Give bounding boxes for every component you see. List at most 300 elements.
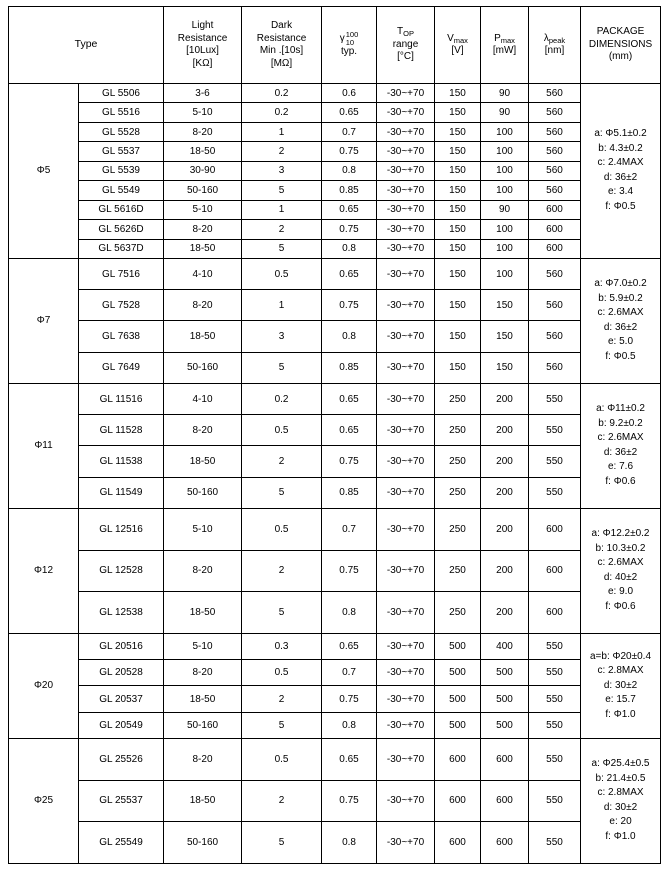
cell-top-range: -30~+70 [377, 592, 435, 634]
table-row [9, 290, 661, 321]
table-row [9, 352, 661, 383]
table-row [9, 712, 661, 738]
cell-vmax: 150 [435, 142, 481, 161]
cell-gamma: 0.7 [322, 508, 377, 550]
header-package-dimensions [581, 7, 661, 84]
header-dark-line-3: Min .[10s] [259, 45, 304, 56]
cell-pmax: 90 [481, 103, 529, 122]
cell-lambda-peak: 560 [529, 181, 581, 200]
cell-type: GL 5539 [79, 161, 164, 180]
cell-dark-resistance: 0.5 [242, 258, 322, 289]
package-dimension-line: c: 2.4MAX [597, 157, 644, 169]
cell-gamma: 0.65 [322, 200, 377, 219]
cell-light-resistance: 4-10 [164, 258, 242, 289]
package-dimension-line: f: Φ0.5 [605, 350, 636, 362]
cell-dark-resistance: 5 [242, 181, 322, 200]
cell-type: GL 20516 [79, 633, 164, 659]
cell-gamma: 0.85 [322, 181, 377, 200]
cell-lambda-peak: 600 [529, 550, 581, 592]
cell-vmax: 250 [435, 383, 481, 414]
package-dimension-line: d: 30±2 [603, 801, 638, 813]
header-gamma-sup: 100 [345, 30, 359, 40]
cell-type: GL 20537 [79, 686, 164, 712]
cell-gamma: 0.85 [322, 352, 377, 383]
cell-vmax: 600 [435, 780, 481, 822]
cell-dark-resistance: 5 [242, 239, 322, 258]
header-lambda-symbol-line [531, 33, 578, 46]
cell-vmax: 250 [435, 508, 481, 550]
cell-dark-resistance: 3 [242, 161, 322, 180]
cell-dark-resistance: 2 [242, 686, 322, 712]
cell-pmax: 200 [481, 446, 529, 477]
header-light-line-4: [KΩ] [192, 57, 213, 69]
cell-gamma: 0.65 [322, 415, 377, 446]
cell-lambda-peak: 560 [529, 84, 581, 103]
header-package-line-1: PACKAGE [596, 26, 645, 38]
cell-top-range: -30~+70 [377, 446, 435, 477]
group-diameter-cell: Φ12 [9, 508, 79, 633]
header-gamma [322, 7, 377, 84]
cell-gamma: 0.8 [322, 822, 377, 864]
package-dimension-line: b: 21.4±0.5 [595, 772, 646, 784]
cell-vmax: 150 [435, 290, 481, 321]
cell-lambda-peak: 550 [529, 738, 581, 780]
cell-type: GL 12538 [79, 592, 164, 634]
header-gamma-symbol-line [324, 31, 374, 46]
package-dimensions-cell [581, 508, 661, 633]
table-row [9, 550, 661, 592]
cell-vmax: 150 [435, 258, 481, 289]
header-pmax-subscript: max [500, 35, 515, 45]
package-dimension-line: f: Φ0.6 [605, 600, 636, 612]
cell-gamma: 0.65 [322, 103, 377, 122]
cell-pmax: 100 [481, 142, 529, 161]
cell-gamma: 0.6 [322, 84, 377, 103]
cell-vmax: 150 [435, 200, 481, 219]
table-row [9, 142, 661, 161]
cell-pmax: 100 [481, 122, 529, 141]
cell-type: GL 25526 [79, 738, 164, 780]
cell-pmax: 600 [481, 780, 529, 822]
header-gamma-typ: typ. [340, 46, 358, 58]
cell-lambda-peak: 550 [529, 660, 581, 686]
header-vmax-unit: [V] [451, 45, 464, 56]
cell-lambda-peak: 600 [529, 592, 581, 634]
cell-lambda-peak: 550 [529, 780, 581, 822]
cell-top-range: -30~+70 [377, 258, 435, 289]
cell-type: GL 5626D [79, 220, 164, 239]
cell-light-resistance: 50-160 [164, 822, 242, 864]
package-dimension-line: d: 36±2 [603, 446, 638, 458]
header-vmax [435, 7, 481, 84]
cell-light-resistance: 50-160 [164, 352, 242, 383]
cell-pmax: 100 [481, 220, 529, 239]
cell-top-range: -30~+70 [377, 103, 435, 122]
package-dimension-line: a: Φ25.4±0.5 [591, 758, 650, 770]
cell-pmax: 600 [481, 738, 529, 780]
header-light-line-1: Light [191, 20, 214, 31]
package-dimension-line: b: 10.3±0.2 [595, 542, 646, 554]
cell-type: GL 25549 [79, 822, 164, 864]
package-dimensions-cell [581, 84, 661, 259]
cell-gamma: 0.75 [322, 142, 377, 161]
cell-lambda-peak: 560 [529, 122, 581, 141]
group-diameter-cell: Φ25 [9, 738, 79, 863]
cell-light-resistance: 50-160 [164, 712, 242, 738]
table-row [9, 508, 661, 550]
group-diameter-cell: Φ20 [9, 633, 79, 738]
cell-lambda-peak: 550 [529, 446, 581, 477]
cell-pmax: 200 [481, 592, 529, 634]
cell-lambda-peak: 560 [529, 321, 581, 352]
cell-type: GL 12516 [79, 508, 164, 550]
group-diameter-cell: Φ11 [9, 383, 79, 508]
cell-top-range: -30~+70 [377, 822, 435, 864]
cell-type: GL 5637D [79, 239, 164, 258]
cell-pmax: 400 [481, 633, 529, 659]
cell-gamma: 0.85 [322, 477, 377, 508]
package-dimension-line: b: 9.2±0.2 [598, 417, 643, 429]
cell-top-range: -30~+70 [377, 477, 435, 508]
cell-light-resistance: 5-10 [164, 200, 242, 219]
header-gamma-fraction [346, 31, 359, 46]
cell-vmax: 250 [435, 446, 481, 477]
cell-gamma: 0.75 [322, 220, 377, 239]
package-dimension-line: b: 5.9±0.2 [598, 292, 643, 304]
header-gamma-sub: 10 [345, 37, 355, 47]
cell-type: GL 5537 [79, 142, 164, 161]
package-dimension-line: c: 2.6MAX [597, 432, 644, 444]
cell-type: GL 5616D [79, 200, 164, 219]
cell-top-range: -30~+70 [377, 633, 435, 659]
cell-light-resistance: 50-160 [164, 181, 242, 200]
cell-dark-resistance: 5 [242, 592, 322, 634]
table-row [9, 780, 661, 822]
cell-vmax: 150 [435, 239, 481, 258]
header-top-symbol: T [397, 26, 404, 38]
cell-vmax: 150 [435, 122, 481, 141]
cell-gamma: 0.8 [322, 712, 377, 738]
header-lambda-peak [529, 7, 581, 84]
table-row [9, 181, 661, 200]
package-dimensions-cell [581, 738, 661, 863]
cell-light-resistance: 3-6 [164, 84, 242, 103]
cell-top-range: -30~+70 [377, 239, 435, 258]
cell-dark-resistance: 0.5 [242, 415, 322, 446]
cell-type: GL 11549 [79, 477, 164, 508]
package-dimension-line: d: 36±2 [603, 321, 638, 333]
cell-pmax: 90 [481, 200, 529, 219]
cell-type: GL 11516 [79, 383, 164, 414]
header-row [9, 7, 661, 84]
cell-light-resistance: 5-10 [164, 633, 242, 659]
table-row [9, 383, 661, 414]
cell-type: GL 5516 [79, 103, 164, 122]
cell-vmax: 150 [435, 220, 481, 239]
header-lambda-symbol: λ [543, 32, 549, 44]
cell-lambda-peak: 560 [529, 258, 581, 289]
package-dimension-line: e: 15.7 [605, 694, 636, 706]
table-header [9, 7, 661, 84]
cell-gamma: 0.75 [322, 290, 377, 321]
cell-dark-resistance: 3 [242, 321, 322, 352]
cell-dark-resistance: 5 [242, 477, 322, 508]
package-dimensions-cell [581, 383, 661, 508]
table-row [9, 84, 661, 103]
cell-dark-resistance: 2 [242, 780, 322, 822]
cell-light-resistance: 18-50 [164, 592, 242, 634]
cell-light-resistance: 8-20 [164, 660, 242, 686]
table-row [9, 686, 661, 712]
cell-light-resistance: 4-10 [164, 383, 242, 414]
table-row [9, 592, 661, 634]
cell-lambda-peak: 560 [529, 290, 581, 321]
cell-top-range: -30~+70 [377, 383, 435, 414]
cell-pmax: 200 [481, 383, 529, 414]
header-dark-line-4: [MΩ] [270, 57, 293, 69]
table-row [9, 200, 661, 219]
cell-dark-resistance: 2 [242, 446, 322, 477]
cell-light-resistance: 18-50 [164, 446, 242, 477]
package-dimension-line: e: 5.0 [608, 336, 634, 348]
cell-type: GL 20549 [79, 712, 164, 738]
cell-pmax: 200 [481, 508, 529, 550]
cell-dark-resistance: 0.5 [242, 508, 322, 550]
header-gamma-symbol: γ [339, 33, 345, 45]
table-row [9, 321, 661, 352]
cell-type: GL 7638 [79, 321, 164, 352]
cell-lambda-peak: 600 [529, 239, 581, 258]
cell-light-resistance: 8-20 [164, 122, 242, 141]
cell-vmax: 500 [435, 633, 481, 659]
package-dimension-line: a: Φ11±0.2 [596, 403, 645, 415]
package-dimension-line: f: Φ1.0 [605, 830, 636, 842]
header-vmax-subscript: max [453, 35, 468, 45]
table-row [9, 822, 661, 864]
cell-top-range: -30~+70 [377, 142, 435, 161]
package-dimension-line: c: 2.6MAX [597, 557, 644, 569]
package-dimension-line: e: 9.0 [608, 586, 634, 598]
cell-vmax: 250 [435, 592, 481, 634]
table-row [9, 633, 661, 659]
cell-dark-resistance: 2 [242, 220, 322, 239]
cell-type: GL 7649 [79, 352, 164, 383]
cell-vmax: 150 [435, 352, 481, 383]
package-dimension-line: d: 40±2 [603, 571, 638, 583]
cell-vmax: 600 [435, 738, 481, 780]
cell-lambda-peak: 550 [529, 686, 581, 712]
cell-pmax: 600 [481, 822, 529, 864]
table-row [9, 477, 661, 508]
cell-dark-resistance: 0.5 [242, 738, 322, 780]
header-pmax-symbol: P [494, 32, 501, 44]
cell-type: GL 25537 [79, 780, 164, 822]
cell-lambda-peak: 600 [529, 220, 581, 239]
table-row [9, 239, 661, 258]
cell-top-range: -30~+70 [377, 352, 435, 383]
header-vmax-symbol: V [447, 32, 454, 44]
cell-top-range: -30~+70 [377, 200, 435, 219]
package-dimension-line: c: 2.8MAX [597, 665, 644, 677]
package-dimension-line: e: 20 [609, 816, 632, 828]
cell-top-range: -30~+70 [377, 321, 435, 352]
cell-top-range: -30~+70 [377, 220, 435, 239]
cell-gamma: 0.8 [322, 239, 377, 258]
table-row [9, 220, 661, 239]
cell-type: GL 20528 [79, 660, 164, 686]
package-dimension-line: d: 30±2 [603, 679, 638, 691]
cell-lambda-peak: 560 [529, 142, 581, 161]
table-row [9, 161, 661, 180]
package-dimension-line: c: 2.8MAX [597, 787, 644, 799]
cell-light-resistance: 8-20 [164, 220, 242, 239]
group-diameter-cell: Φ5 [9, 84, 79, 259]
cell-lambda-peak: 560 [529, 103, 581, 122]
header-dark-line-2: Resistance [256, 32, 307, 44]
cell-dark-resistance: 1 [242, 290, 322, 321]
cell-dark-resistance: 0.5 [242, 660, 322, 686]
package-dimension-line: a=b: Φ20±0.4 [590, 650, 652, 662]
cell-light-resistance: 30-90 [164, 161, 242, 180]
cell-vmax: 150 [435, 321, 481, 352]
cell-vmax: 250 [435, 550, 481, 592]
package-dimension-line: e: 7.6 [608, 461, 634, 473]
package-dimension-line: c: 2.6MAX [597, 307, 644, 319]
cell-light-resistance: 5-10 [164, 103, 242, 122]
cell-gamma: 0.65 [322, 738, 377, 780]
cell-top-range: -30~+70 [377, 161, 435, 180]
cell-top-range: -30~+70 [377, 290, 435, 321]
package-dimension-line: a: Φ12.2±0.2 [591, 528, 650, 540]
table-row [9, 122, 661, 141]
cell-dark-resistance: 2 [242, 142, 322, 161]
table-row [9, 660, 661, 686]
cell-light-resistance: 5-10 [164, 508, 242, 550]
cell-light-resistance: 18-50 [164, 321, 242, 352]
cell-gamma: 0.75 [322, 780, 377, 822]
cell-type: GL 5506 [79, 84, 164, 103]
cell-pmax: 100 [481, 258, 529, 289]
cell-pmax: 200 [481, 550, 529, 592]
photoresistor-spec-table [8, 6, 661, 864]
cell-dark-resistance: 0.3 [242, 633, 322, 659]
cell-dark-resistance: 0.2 [242, 103, 322, 122]
cell-light-resistance: 18-50 [164, 686, 242, 712]
cell-light-resistance: 50-160 [164, 477, 242, 508]
cell-dark-resistance: 0.2 [242, 84, 322, 103]
cell-pmax: 90 [481, 84, 529, 103]
cell-light-resistance: 8-20 [164, 290, 242, 321]
cell-top-range: -30~+70 [377, 415, 435, 446]
package-dimension-line: f: Φ0.5 [605, 200, 636, 212]
cell-gamma: 0.65 [322, 383, 377, 414]
package-dimension-line: e: 3.4 [608, 186, 634, 198]
header-top-range-word: range [392, 38, 419, 50]
cell-lambda-peak: 550 [529, 477, 581, 508]
cell-top-range: -30~+70 [377, 738, 435, 780]
cell-dark-resistance: 5 [242, 822, 322, 864]
cell-lambda-peak: 560 [529, 352, 581, 383]
cell-top-range: -30~+70 [377, 780, 435, 822]
table-row [9, 446, 661, 477]
header-pmax-unit: [mW] [492, 45, 517, 56]
header-type: Type [9, 7, 164, 84]
cell-gamma: 0.8 [322, 321, 377, 352]
cell-top-range: -30~+70 [377, 122, 435, 141]
table-row [9, 738, 661, 780]
package-dimension-line: b: 4.3±0.2 [598, 142, 643, 154]
header-package-line-3: (mm) [608, 51, 633, 63]
header-lambda-subscript: peak [548, 35, 566, 45]
cell-top-range: -30~+70 [377, 550, 435, 592]
cell-vmax: 500 [435, 660, 481, 686]
cell-pmax: 100 [481, 239, 529, 258]
cell-top-range: -30~+70 [377, 508, 435, 550]
header-light-line-3: [10Lux] [186, 45, 219, 56]
cell-light-resistance: 18-50 [164, 142, 242, 161]
cell-gamma: 0.8 [322, 161, 377, 180]
cell-vmax: 150 [435, 103, 481, 122]
cell-pmax: 100 [481, 161, 529, 180]
package-dimension-line: f: Φ0.6 [605, 475, 636, 487]
package-dimensions-cell [581, 258, 661, 383]
group-diameter-cell: Φ7 [9, 258, 79, 383]
header-pmax-symbol-line [483, 33, 526, 46]
cell-pmax: 500 [481, 712, 529, 738]
cell-pmax: 200 [481, 477, 529, 508]
package-dimension-line: f: Φ1.0 [605, 708, 636, 720]
cell-dark-resistance: 0.2 [242, 383, 322, 414]
cell-type: GL 12528 [79, 550, 164, 592]
header-top-range [377, 7, 435, 84]
header-pmax [481, 7, 529, 84]
cell-top-range: -30~+70 [377, 686, 435, 712]
cell-light-resistance: 8-20 [164, 415, 242, 446]
cell-vmax: 250 [435, 415, 481, 446]
header-light-line-2: Resistance [177, 32, 228, 44]
cell-pmax: 150 [481, 352, 529, 383]
table-body [9, 84, 661, 864]
cell-lambda-peak: 560 [529, 161, 581, 180]
cell-vmax: 500 [435, 712, 481, 738]
package-dimension-line: d: 36±2 [603, 171, 638, 183]
cell-gamma: 0.8 [322, 592, 377, 634]
cell-light-resistance: 18-50 [164, 239, 242, 258]
cell-pmax: 150 [481, 321, 529, 352]
cell-gamma: 0.75 [322, 550, 377, 592]
cell-dark-resistance: 5 [242, 712, 322, 738]
cell-lambda-peak: 550 [529, 415, 581, 446]
cell-lambda-peak: 550 [529, 712, 581, 738]
table-row [9, 258, 661, 289]
cell-top-range: -30~+70 [377, 712, 435, 738]
cell-pmax: 100 [481, 181, 529, 200]
cell-vmax: 600 [435, 822, 481, 864]
cell-lambda-peak: 550 [529, 383, 581, 414]
cell-gamma: 0.65 [322, 258, 377, 289]
cell-type: GL 7516 [79, 258, 164, 289]
cell-dark-resistance: 1 [242, 122, 322, 141]
cell-vmax: 150 [435, 181, 481, 200]
cell-pmax: 200 [481, 415, 529, 446]
header-top-unit: [°C] [397, 51, 414, 63]
header-top-subscript: OP [403, 29, 414, 39]
cell-vmax: 250 [435, 477, 481, 508]
cell-lambda-peak: 600 [529, 508, 581, 550]
cell-type: GL 11528 [79, 415, 164, 446]
header-dark-resistance [242, 7, 322, 84]
table-row [9, 103, 661, 122]
